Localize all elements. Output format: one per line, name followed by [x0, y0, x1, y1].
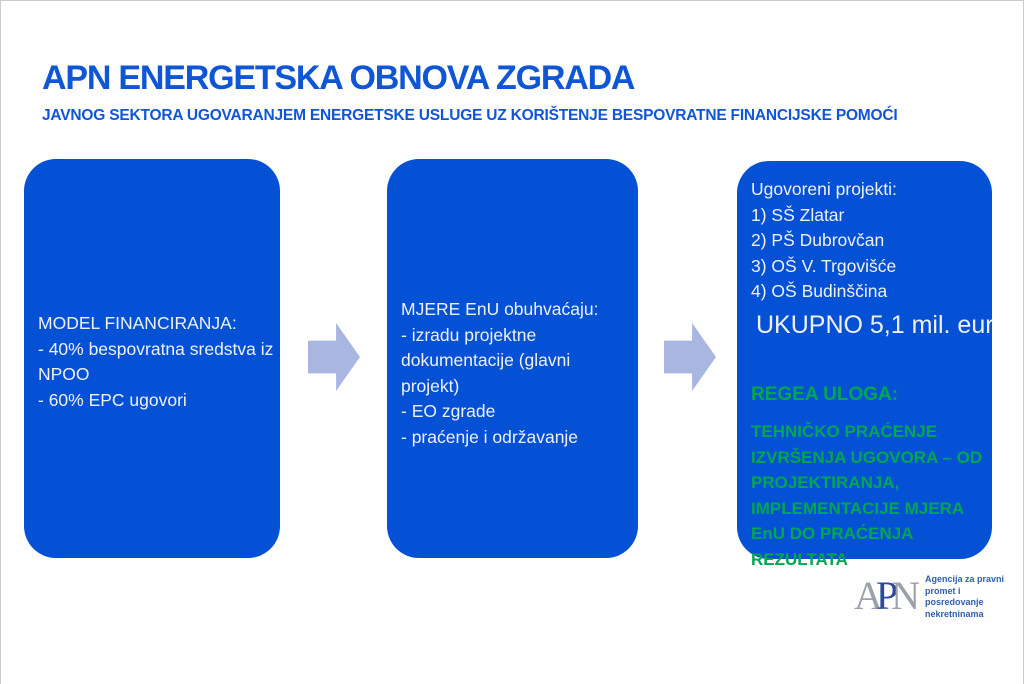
page-subtitle: JAVNOG SEKTORA UGOVARANJEM ENERGETSKE USLUGE UZ KORIŠTENJE BESPOVRATNE FINANCIJSKE POMOĆI	[42, 107, 898, 124]
list-item: - 60% EPC ugovori	[38, 389, 187, 410]
box-mjere-enu	[387, 159, 638, 558]
list-item: - izradu projektne dokumentacije (glavni projekt)	[401, 324, 571, 396]
logo-letter-a: A	[854, 573, 876, 618]
arrow-right-icon	[308, 323, 360, 391]
list-item: 1) SŠ Zlatar	[751, 204, 845, 225]
apn-logo-caption	[925, 572, 1023, 620]
box-ugovoreni-projekti	[737, 161, 994, 569]
list-item: 2) PŠ Dubrovčan	[751, 230, 885, 250]
total-amount: UKUPNO 5,1 mil. eur	[756, 310, 994, 339]
box-model-financiranja	[24, 159, 280, 558]
list-item: - 40% bespovratna sredstva iz NPOO	[38, 338, 274, 384]
arrow-right-icon	[664, 323, 716, 391]
logo-letter-n: N	[891, 573, 914, 618]
box-heading: MODEL FINANCIRANJA:	[38, 313, 237, 333]
list-item: 4) OŠ Budinščina	[751, 281, 888, 301]
logo-caption-line1: Agencija za pravni promet i	[925, 574, 1005, 596]
logo-caption-line2: posredovanje nekretninama	[925, 597, 984, 619]
box-heading: Ugovoreni projekti:	[751, 179, 897, 199]
regea-heading: REGEA ULOGA:	[751, 383, 899, 405]
apn-logo-letters	[854, 573, 925, 618]
regea-description: TEHNIČKO PRAĆENJE IZVRŠENJA UGOVORA – OD PROJEKTIRANJA, IMPLEMENTACIJE MJERA EnU DO PRAĆENJA REZULTATA	[751, 422, 983, 569]
list-item: - EO zgrade	[401, 401, 496, 421]
page-title: APN ENERGETSKA OBNOVA ZGRADA	[42, 59, 635, 97]
logo-letter-p: P	[875, 573, 892, 618]
box-heading: MJERE EnU obuhvaćaju:	[401, 299, 599, 319]
apn-logo	[854, 572, 1023, 620]
list-item: 3) OŠ V. Trgovišće	[751, 255, 897, 276]
list-item: - praćenje i održavanje	[401, 426, 579, 447]
